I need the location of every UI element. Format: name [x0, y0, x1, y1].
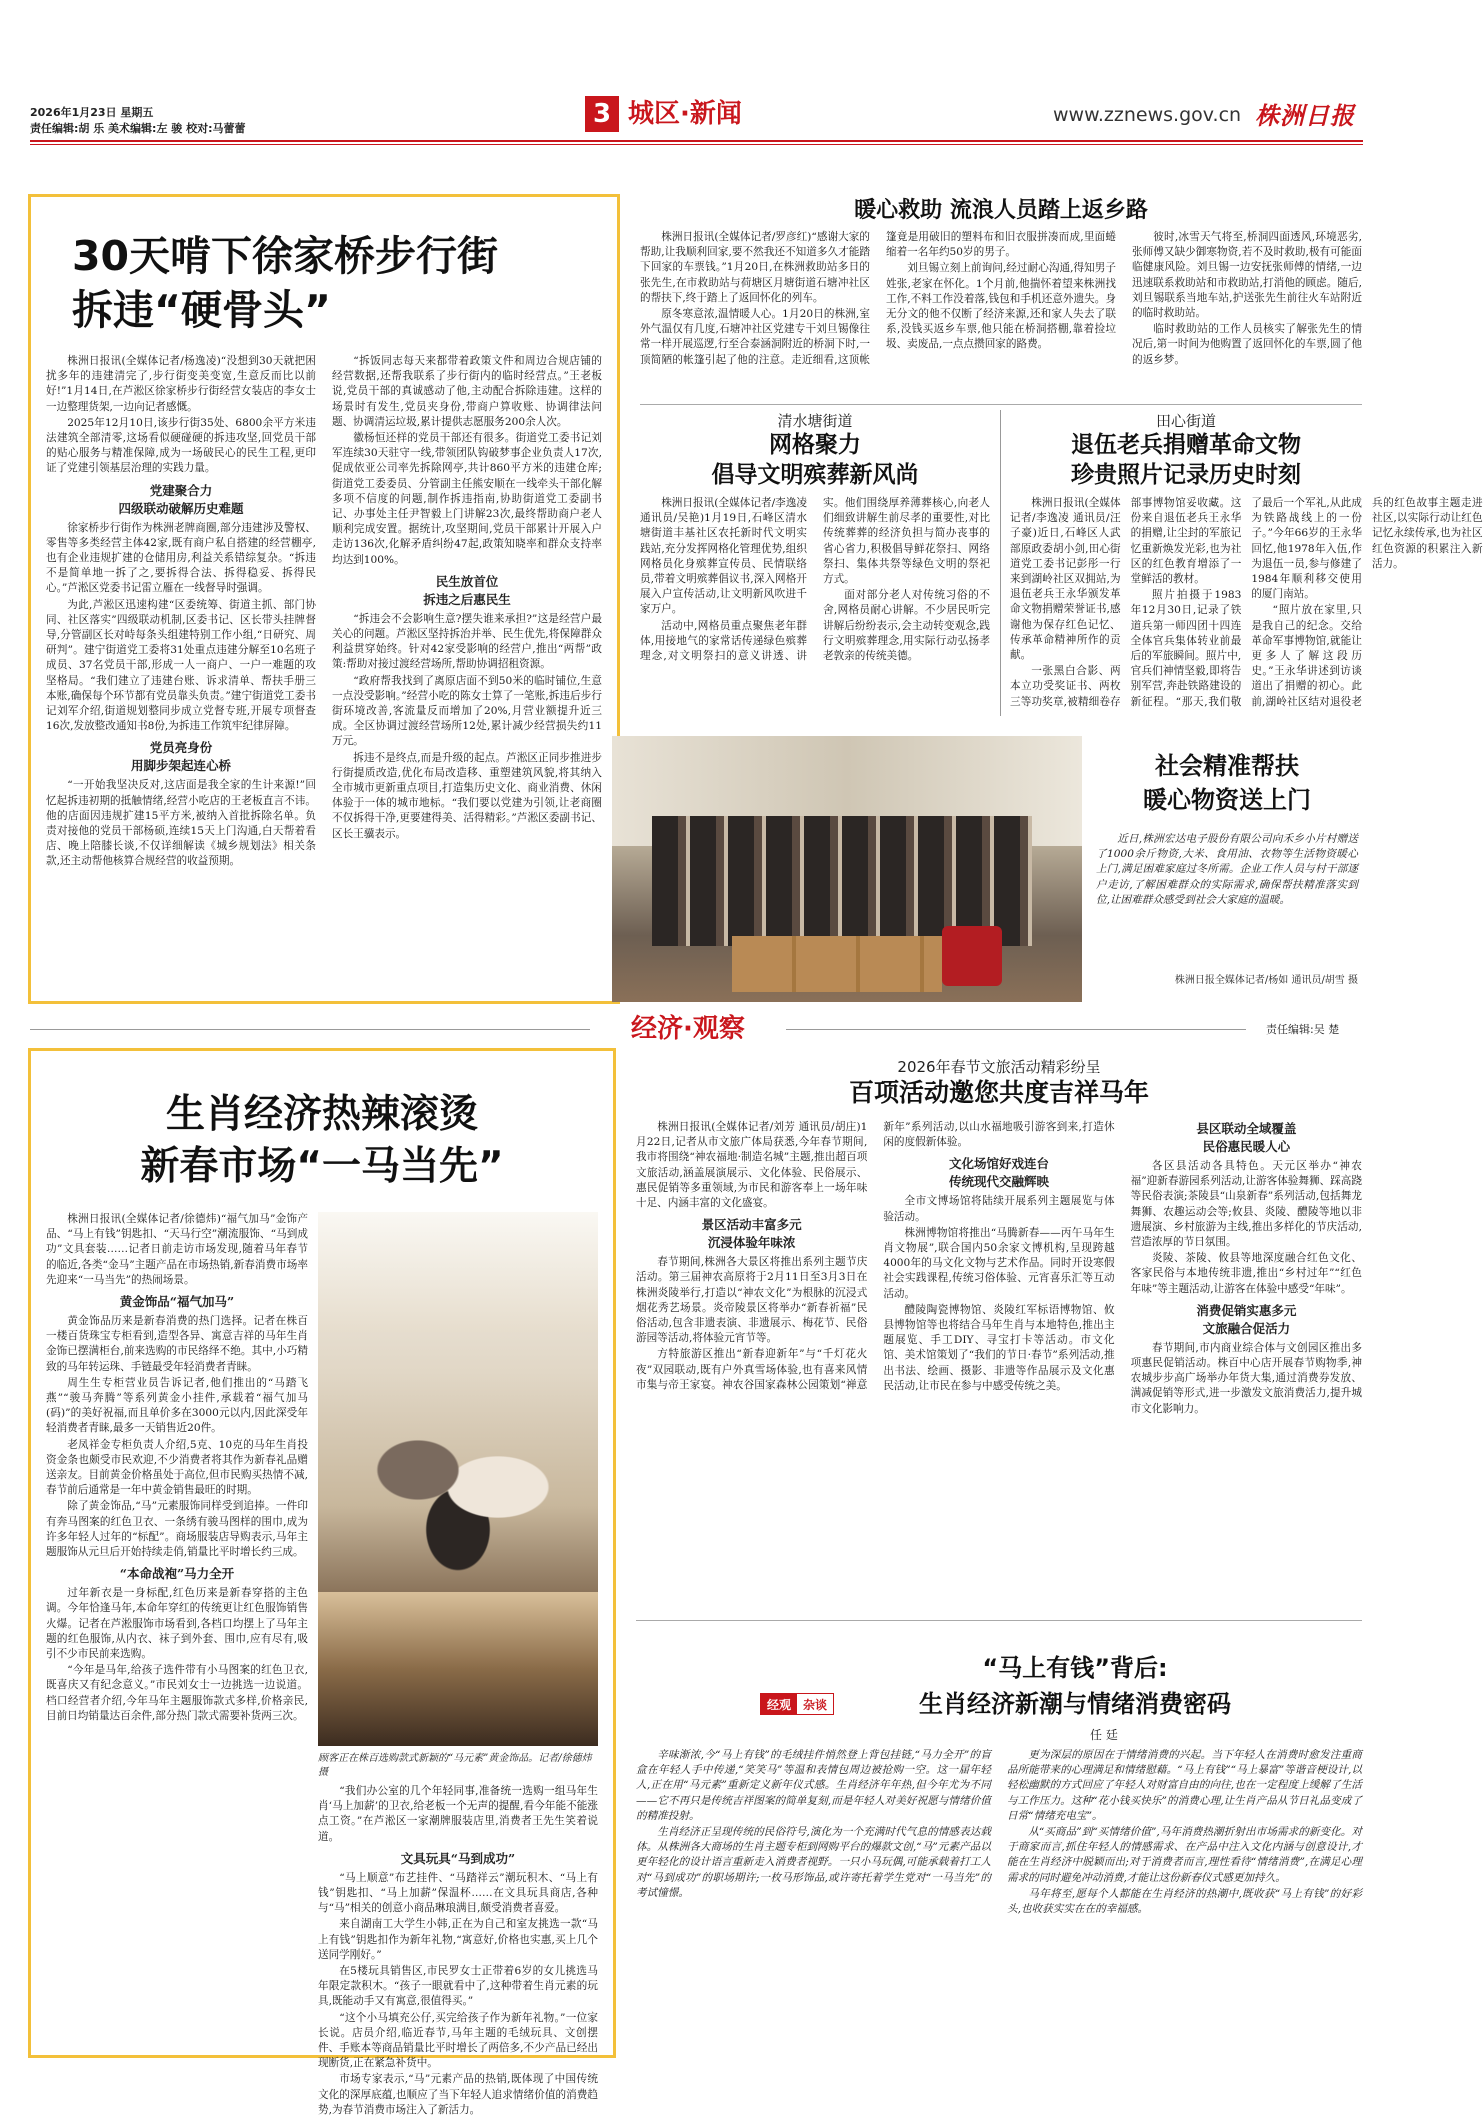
article4-p1: 株洲日报讯(全媒体记者/李逸凌 通讯员/汪子豪)近日,石峰区人武部原政委胡小剑,田心街道党工委书记彭彤一行来到湖岭社区双拥站,为退伍老兵王永华颁发革命文物捐赠荣誉证书,感谢他为保存红色记忆、传承革命精神所作的贡献。: [1010, 497, 1121, 662]
article7-body: [636, 1120, 1362, 1610]
section2-rule-left: [30, 1029, 590, 1030]
article4-title-line1: 退伍老兵捐赠革命文物: [1071, 432, 1301, 458]
article8-author: 任 廷: [1090, 1728, 1118, 1742]
article1-p5: “一开始我坚决反对,这店面是我全家的生计来源!”回忆起拆违初期的抵触情绪,经营小吃店的王老板直言不讳。他的店面因违规扩建15平方米,被纳入首批拆除名单。负责对接他的党员干部杨硕,连续15天上门沟通,白天帮着看店、晚上陪膝长谈,不仅详细解读《城乡规划法》相关条款,还主动帮他核算合规经营的收益预期。: [46, 779, 316, 868]
article6-p2: 黄金饰品历来是新春消费的热门选择。记者在株百一楼百货珠宝专柜看到,造型各异、寓意吉祥的马年生肖金饰已摆满柜台,前来选购的市民络绎不绝。其中,小巧精致的马年转运珠、手链最受年轻消费者青睐。: [46, 1315, 308, 1373]
article6-p3: 周生生专柜营业员告诉记者,他们推出的“马踏飞燕”“骏马奔腾”等系列黄金小挂件,承载着“福气加马(码)”的美好祝福,而且单价多在3000元以内,因此深受年轻消费者青睐,最多一天销售近20件。: [46, 1376, 308, 1435]
article3-p1: 株洲日报讯(全媒体记者/李逸凌 通讯员/吴艳)1月19日,石峰区清水塘街道丰基社区农托新时代文明实践站,充分发挥网格化管理优势,组织网格员化身殡葬宣传员、民情联络员,带着文明殡葬倡议书,深入网格开展入户宣传活动,让文明新风吹进千家万户。: [640, 497, 807, 616]
article4-body: [1010, 496, 1483, 716]
article8-body: [636, 1748, 1362, 2052]
article4-title-line2: 珍贵照片记录历史时刻: [1071, 462, 1301, 488]
article7-title: 百项活动邀您共度吉祥马年: [848, 1078, 1149, 1107]
article8-p4: 从“买商品”到“买情绪价值”,马年消费热潮折射出市场需求的新变化。对于商家而言,抓住年轻人的情感需求、在产品中注入文化内涵与创意设计,才能在生肖经济中脱颖而出;对于消费者而言,理性看待“情绪消费”,在满足心理需求的同时避免冲动消费,才能让这份新春仪式感更加持久。: [1007, 1826, 1362, 1884]
article1-p1: 株洲日报讯(全媒体记者/杨逸凌)“没想到30天就把困扰多年的违建清完了,步行街变美变宽,生意反而比以前好!”1月14日,在芦淞区徐家桥步行街经营女装店的李女士一边整理货架,一边向记者感慨。: [46, 355, 316, 413]
article6-p1: 株洲日报讯(全媒体记者/徐德炜)“福气加马”金饰产品、“马上有钱”钥匙扣、“天马行空”潮流服饰、“马到成功”文具套装……记者日前走访市场发现,随着马年春节的临近,各类“金马”主题产品在市场热销,新春消费市场率先迎来“一马当先”的热闹场景。: [46, 1213, 308, 1286]
article1-title-line2: 拆违“硬骨头”: [72, 286, 331, 334]
article7-p4: 全市文博场馆将陆续开展系列主题展览与体验活动。: [883, 1195, 1115, 1223]
article2-p5: 临时救助站的工作人员核实了解张先生的情况后,第一时间为他购置了返回怀化的车票,圆了他的返乡梦。: [1132, 323, 1362, 366]
column-badge: [760, 1693, 834, 1715]
header-date: 2026年1月23日 星期五: [30, 106, 154, 119]
article8-p1: 辛味渐浓,今“马上有钱”的毛绒挂件悄然登上背包挂链,“马力全开”的盲盒在年轻人手中传递,“笑笑马”等温和表情包周边被抢购一空。这一届年轻人,正在用“马元素”重新定义新年仪式感。生肖经济年年热,但今年尤为不同——它不再只是传统吉祥图案的简单复刻,而是年轻人对美好祝愿与情绪价值的精准投射。: [636, 1749, 991, 1822]
article5-byline: 株洲日报全媒体记者/杨如 通讯员/胡雪 摄: [1174, 975, 1358, 986]
article4-p4: “照片放在家里,只是我自己的纪念。交给革命军事博物馆,就能让更多人了解这段历史。”王永华讲述到访谈道出了捐赠的初心。此前,湖岭社区结对退役老兵的红色故事主题走进社区,以实际行动让红色记忆永续传承,也为社区红色资源的积累注入新活力。: [1251, 497, 1483, 708]
section2-editor: 责任编辑:吴 楚: [1266, 1023, 1340, 1036]
article2-title: 暖心救助 流浪人员踏上返乡路: [854, 198, 1148, 223]
divider-article2: [640, 404, 1362, 405]
divider-article3-4: [1000, 410, 1001, 716]
article6-p12: “这个小马填充公仔,买完给孩子作为新年礼物。”一位家长说。店员介绍,临近春节,马年主题的毛绒玩具、文创摆件、手账本等商品销量比平时增长了两倍多,不少产品已经出现断货,正在紧急补货中。: [318, 2011, 598, 2070]
article1-body: [46, 354, 602, 994]
column-badge-left: 经观: [761, 1694, 797, 1714]
article6-p7: “今年是马年,给孩子选件带有小马图案的红色卫衣,既喜庆又有纪念意义。”市民刘女士一边挑选一边说道。档口经营者介绍,今年马年主题服饰款式多样,价格亲民,目前日均销量达百余件,部分热门款式需要补货两三次。: [46, 1664, 308, 1722]
article7-p3: 方特旅游区推出“新春迎新年”与“千灯花火夜”双园联动,既有户外真雪场体验,也有喜来风情市集与帝王家宴。神农谷国家森林公园策划“禅意新年”系列活动,以山水福地吸引游客到来,打造休闲的度假新体验。: [636, 1121, 1115, 1391]
article8-p2: 生肖经济正呈现传统的民俗符号,演化为一个充满时代气息的情感表达载体。从株洲各大商场的生肖主题专柜到网购平台的爆款文创,“马”元素产品以更年轻化的设计语言重新走入消费者视野。一只小马玩偶,可能承载着打工人对“马到成功”的职场期许;一枚马形饰品,或许寄托着学生党对“一马当先”的考试憧憬。: [636, 1826, 991, 1899]
article2-p1: 株洲日报讯(全媒体记者/罗彦红)“感谢大家的帮助,让我顺利回家,要不然我还不知道多久才能踏下回家的车票钱。”1月20日,在株洲救助站多日的张先生,在市救助站与荷塘区月塘街道石塘冲社区的帮扶下,终于踏上了返回怀化的列车。: [640, 231, 870, 304]
article6-p11: 在5楼玩具销售区,市民罗女士正带着6岁的女儿挑选马年限定款积木。“孩子一眼就看中了,这种带着生肖元素的玩具,既能动手又有寓意,很值得买。”: [318, 1965, 598, 2008]
article5-body: 近日,株洲宏达电子股份有限公司向禾乡小片村赠送了1000余斤物资,大米、食用油、衣物等生活物资暖心上门,满足困难家庭过冬所需。企业工作人员与村干部逐户走访,了解困难群众的实际需求,确保帮扶精准落实到位,让困难群众感受到社会大家庭的温暖。: [1096, 833, 1358, 906]
article2-p2: 原冬寒意浓,温情暖人心。1月20日的株洲,室外气温仅有几度,石塘冲社区党建专干刘旦锡像往常一样开展巡逻,行至合泰涵洞附近的桥洞下时,一顶简陋的帐篷引起了他的注意。走近细看,这顶帐篷竟是用破旧的塑料布和旧衣服拼凑而成,里面蜷缩着一名年约50岁的男子。: [640, 231, 1116, 366]
article6-sub2: “本命战袍”马力全开: [119, 1566, 235, 1582]
article8-p5: 马年将至,愿每个人都能在生肖经济的热潮中,既收获“马上有钱”的好彩头,也收获实实在在的幸福感。: [1007, 1887, 1362, 1916]
article2-p4: 彼时,冰雪天气将至,桥洞四面透风,环境恶劣,张师傅又缺少御寒物资,若不及时救助,极有可能面临健康风险。刘旦锡一边安抚张师傅的情绪,一边迅速联系救助站和市救助站,打消他的顾虑。随后,刘旦锡联系当地车站,护送张先生前往火车站附近的临时救助站。: [1132, 231, 1362, 320]
article8-title-line1: “马上有钱”背后:: [982, 1654, 1168, 1682]
article1-p10: 拆违不是终点,而是升级的起点。芦淞区正同步推进步行街提质改造,优化布局改造移、重塑建筑风貌,将其纳入全市城市更新重点项目,打造集历史文化、商业消费、休闲体验于一体的城市地标。“我们要以党建为引领,让老商圈不仅拆得干净,更要建得美、活得精彩。”芦淞区委副书记、区长王骥表示。: [332, 751, 602, 840]
article1-p9: “政府帮我找到了离原店面不到50米的临时铺位,生意一点没受影响。”经营小吃的陈女士算了一笔账,拆违后步行街环境改善,客流量反而增加了20%,月营业额提升近三成。全区协调过渡经营场所12处,累计减少经营损失约11万元。: [332, 674, 602, 748]
article6-p6: 过年新衣是一身标配,红色历来是新春穿搭的主色调。今年恰逢马年,本命年穿红的传统更让红色服饰销售火爆。记者在芦淞服饰市场看到,各档口均摆上了马年主题的红色服饰,从内衣、袜子到外套、围巾,应有尽有,吸引不少市民前来选购。: [46, 1587, 308, 1661]
article2-body: [640, 230, 1362, 400]
article4-p3: 照片拍摄于1983年12月30日,记录了铁道兵第一师四团十四连全体官兵集体转业前最后的军旅瞬间。照片中,官兵们神情坚毅,即将告别军营,奔赴铁路建设的新征程。“那天,我们敬了最后一个军礼,从此成为铁路战线上的一份子。”今年66岁的王永华回忆,他1978年入伍,作为退伍一员,参与修建了1984年顺利移交使用的厦门南站。: [1130, 497, 1362, 708]
article6-p10: 来自湖南工大学生小韩,正在为自己和室友挑选一款“马上有钱”钥匙扣作为新年礼物,“寓意好,价格也实惠,买上几个送同学刚好。”: [318, 1918, 598, 1961]
article1-p8: “拆违会不会影响生意?摆失谁来承担?”这是经营户最关心的问题。芦淞区坚持拆治并举、民生优先,将保障群众利益贯穿始终。针对42家受影响的经营户,推出“两帮”政策:帮助对接过渡经营场所,帮助协调招租资源。: [332, 612, 602, 671]
article7-p7: 各区县活动各具特色。天元区举办“神农福”迎新春游园系列活动,让游客体验舞狮、踩高跷等民俗表演;茶陵县“山泉新春”系列活动,包括舞龙舞狮、农趣运动会等;攸县、炎陵、醴陵等地以非遗展演、乡村旅游为主线,推出多样化的节庆活动,营造浓厚的节日氛围。: [1130, 1160, 1362, 1249]
article8-p3: 更为深层的原因在于情绪消费的兴起。当下年轻人在消费时愈发注重商品所能带来的心理满足和情绪慰藉。“马上有钱”“马上暴富”等谐音梗设计,以轻松幽默的方式回应了年轻人对财富自由的向往,也在一定程度上缓解了生活与工作压力。这种“花小钱买快乐”的消费心理,让生肖产品从节日礼品变成了日常“情绪充电宝”。: [1007, 1749, 1362, 1822]
article3-body: [640, 496, 990, 716]
article6-sub1: 黄金饰品“福气加马”: [119, 1294, 235, 1310]
section2-rule-right: [786, 1029, 1246, 1030]
article6-col1: [46, 1212, 308, 2048]
article3-kicker: 清水塘街道: [777, 412, 853, 430]
article7-sub4: 消费促销实惠多元 文旅融合促活力: [1196, 1302, 1297, 1336]
photo-red-bags: [942, 926, 1002, 986]
article1-sub2: 党员亮身份 用脚步架起连心桥: [130, 740, 231, 774]
article7-p5: 株洲博物馆将推出“马腾新春——丙午马年生肖文物展”,联合国内50余家文博机构,呈现跨越4000年的马文化文物与艺术作品。同时开设寒假社会实践课程,传统习俗体验、元宵喜乐汇等互动活动。: [883, 1226, 1115, 1300]
article3-title-line2: 倡导文明殡葬新风尚: [711, 462, 919, 488]
photo-ceiling: [318, 1212, 598, 1332]
article5-title-line1: 社会精准帮扶: [1155, 751, 1299, 780]
article6-sub3: 文具玩具“马到成功”: [400, 1850, 516, 1866]
article7-p9: 春节期间,市内商业综合体与文创园区推出多项惠民促销活动。株百中心店开展春节购物季,神农城步步高广场举办年货大集,通过消费券发放、满减促销等形式,进一步激发文旅消费活力,提升城市文化影响力。: [1130, 1341, 1362, 1415]
header-rule: [30, 140, 1363, 142]
article6-caption: 顾客正在株百选购款式新颖的“马元素”黄金饰品。记者/徐德炜 摄: [318, 1753, 592, 1778]
article6-col2: [318, 1784, 598, 2116]
article3-title-line1: 网格聚力: [769, 432, 861, 458]
article6-p5: 除了黄金饰品,“马”元素服饰同样受到追捧。一件印有奔马图案的红色卫衣、一条绣有骏马图样的围巾,成为许多年轻人过年的“标配”。商场服装店导购表示,马年主题服饰从元旦后开始持续走俏,销量比平时增长约三成。: [46, 1500, 308, 1559]
article1-p7: 徽杨恒还样的党员干部还有很多。街道党工委书记刘军连续30天驻守一线,带领团队钩破梦事企业负责人17次,促成依亚公司率先拆除网亭,共计860平方米的违建仓库;街道党工委委员、分管副主任熊安顺在一线牵头干部化解多项不信度的问题,制作拆违指南,协助街道党工委副书记、办事处主任尹智毅上门讲解23次,最终帮助商户老人顺利完成安置。据统计,攻坚期间,党员干部累计开展入户走访136次,化解矛盾纠纷47起,政策知晓率和群众支持率均达到100%。: [332, 432, 602, 566]
article1-title-line1: 30天啃下徐家桥步行街: [72, 232, 499, 280]
masthead-logo: 株洲日报: [1255, 101, 1355, 130]
divider-article7: [636, 1620, 1362, 1621]
article7-sub3: 县区联动全域覆盖 民俗惠民暖人心: [1196, 1121, 1297, 1154]
article3-p3: 面对部分老人对传统习俗的不舍,网格员耐心讲解。不少居民听完讲解后纷纷表示,会主动转变观念,践行文明殡葬理念,用实际行动弘扬孝老敦亲的传统美德。: [823, 589, 990, 663]
article3-p2: 活动中,网格员重点聚焦老年群体,用接地气的家常话传递绿色殡葬理念,对文明祭扫的意义讲透、讲实。他们围绕厚养薄葬核心,向老人们细致讲解生前尽孝的重要性,对比传统葬葬的经济负担与简办丧事的省心省力,积极倡导鲜花祭扫、网络祭扫、集体共祭等绿色文明的祭祀方式。: [640, 497, 990, 663]
article5-title-line2: 暖心物资送上门: [1143, 785, 1311, 814]
page-number: 3: [592, 99, 612, 129]
article6-p8: “我们办公室的几个年轻同事,准备统一选购一组马年生肖‘马上加薪’的卫衣,给老板一个无声的提醒,看今年能不能涨点工资。”在芦淞区一家潮牌服装店里,消费者王先生笑着说道。: [318, 1785, 598, 1843]
article6-p4: 老凤祥金专柜负责人介绍,5克、10克的马年生肖投资金条也颇受市民欢迎,不少消费者将其作为新春礼品赠送亲友。目前黄金价格虽处于高位,但市民购买热情不减,春节前后通常是一年中黄金销售最旺的时期。: [46, 1438, 308, 1497]
article7-sub1: 景区活动丰富多元 沉浸体验年味浓: [701, 1217, 802, 1251]
page-number-badge: [585, 96, 619, 132]
section-title: 城区·新闻: [628, 99, 742, 129]
photo-boxes: [732, 936, 942, 992]
article1-sub3: 民生放首位 拆违之后惠民生: [423, 573, 511, 607]
article1-p3: 徐家桥步行街作为株洲老牌商圈,部分违建涉及警权、零售等多类经营主体42家,既有商户私自搭建的经营棚亭,也有企业违规扩建的仓储用房,利益关系错综复杂。“拆违不是简单地一拆了之,要拆得合法、拆得稳妥、拆得民心。”芦淞区党委书记雷立雁在一线督导时强调。: [46, 521, 316, 595]
article4-p2: 一张黑白合影、两本立功受奖证书、两枚三等功奖章,被精细卷存部事博物馆妥收藏。这份来自退伍老兵王永华的捐赠,让尘封的军旅记忆重新焕发光彩,也为社区的红色教育增添了一堂鲜活的教材。: [1010, 497, 1242, 708]
article6-title-line2: 新春市场“一马当先”: [140, 1144, 504, 1189]
article2-p3: 刘旦锡立刻上前询问,经过耐心沟通,得知男子姓张,老家在怀化。1个月前,他揣怀着望来株洲找工作,不料工作没着落,钱包和手机还意外遗失。身无分文的他不仅断了经济来源,还和家人失去了联系,没钱买返乡车票,他只能在桥洞搭棚,靠着捡垃圾、卖废品,一点点攒回家的路费。: [886, 262, 1116, 351]
article6-p9: “马上顺意”布艺挂件、“马踏祥云”潮玩积木、“马上有钱”钥匙扣、“马上加薪”保温杯……在文具玩具商店,各种与“马”相关的创意小商品琳琅满目,颇受消费者喜爱。: [318, 1871, 598, 1915]
article7-kicker: 2026年春节文旅活动精彩纷呈: [897, 1058, 1101, 1076]
article7-p6: 醴陵陶瓷博物馆、炎陵红军标语博物馆、攸县博物馆等也将结合马年生肖与本地特色,推出主题展览、手工DIY、寻宝打卡等活动。市文化馆、美术馆策划了“我们的节日·春节”系列活动,推出书法、绘画、摄影、非遗等作品展示及文化惠民活动,让市民在参与中感受传统之美。: [883, 1303, 1115, 1392]
article7-sub2: 文化场馆好戏连台 传统现代交融辉映: [948, 1156, 1049, 1190]
website-url: www.zznews.gov.cn: [1053, 104, 1242, 126]
article6-p13: 市场专家表示,“马”元素产品的热销,既体现了中国传统文化的深厚底蕴,也顺应了当下年轻人追求情绪价值的消费趋势,为春节消费市场注入了新活力。: [318, 2073, 598, 2116]
article7-p2: 春节期间,株洲各大景区将推出系列主题节庆活动。第三届神农高原将于2月11日至3月3日在株洲炎陵举行,打造以“神农文化”为根脉的沉浸式烟花秀艺场景。炎帝陵景区将举办“新春祈福”民俗活动,包含非遗表演、非遗展示、梅花节、民俗游园等活动,将体验元宵节等。: [636, 1256, 868, 1345]
article1-sub1: 党建聚合力 四级联动破解历史难题: [118, 482, 244, 516]
section2-title: 经济·观察: [631, 1014, 745, 1044]
photo-shoppers: [358, 1402, 558, 1572]
column-badge-right: 杂谈: [803, 1698, 828, 1712]
article6-title-line1: 生肖经济热辣滚烫: [165, 1092, 478, 1137]
header-editors: 责任编辑:胡 乐 美术编辑:左 骏 校对:马蕾蕾: [30, 122, 246, 135]
article1-p6: “拆饭同志每天来都带着政策文件和周边合规店铺的经营数据,还帮我联系了步行街内的临时经营点。”王老板说,党员干部的真诚感动了他,主动配合拆除违建。这样的场景时有发生,党员夹身份,带商户算收账、协调律法问题、协调清运垃圾,累计提供志愿服务200余人次。: [332, 355, 602, 428]
article7-p8: 炎陵、茶陵、攸县等地深度融合红色文化、客家民俗与本地传统非遗,推出“乡村过年”“红色年味”等主题活动,让游客在体验中感受“年味”。: [1130, 1252, 1362, 1295]
jewelry-photo: [318, 1212, 598, 1746]
article1-p2: 2025年12月10日,该步行街35处、6800余平方米违法建筑全部清零,这场看似硬碰硬的拆违攻坚,回党员干部的贴心服务与精准保障,成为一场破民心的民生工程,更印证了党建引领基层治理的实践力量。: [46, 416, 316, 475]
article1-p4: 为此,芦淞区迅速构建“区委统筹、街道主抓、部门协同、社区落实”四级联动机制,区委书记、区长带头挂牌督导,分管副区长对峙每条头组建特别工作小组,“日研究、周研判”。建宁街道党工委将31处重点违建分解至10名班子成员、37名党员干部,形成一人一商户、一户一难题的攻坚格局。“我们建立了违建台账、诉求清单、帮扶手册三本账,确保每个环节都有党员靠头负责。”建宁街道党工委书记刘军介绍,街道规划整同步成立党督专班,开展专项督查16次,发放整改通知书8份,为拆违工作筑牢纪律屏障。: [46, 598, 316, 733]
photo-counter: [318, 1592, 598, 1746]
article7-p1: 株洲日报讯(全媒体记者/刘芳 通讯员/胡庄)1月22日,记者从市文旅广体局获悉,今年春节期间,我市将围绕“神农福地·制造名城”主题,推出超百项文旅活动,涵盖展演展示、文化体验、民俗展示、惠民促销等多重领域,为市民和游客奉上一场年味十足、内涵丰富的文化盛宴。: [636, 1121, 868, 1210]
header-rule-thin: [30, 144, 1363, 145]
article4-kicker: 田心街道: [1155, 412, 1216, 430]
donation-photo: [612, 736, 1082, 1002]
article8-title-line2: 生肖经济新潮与情绪消费密码: [919, 1690, 1231, 1718]
